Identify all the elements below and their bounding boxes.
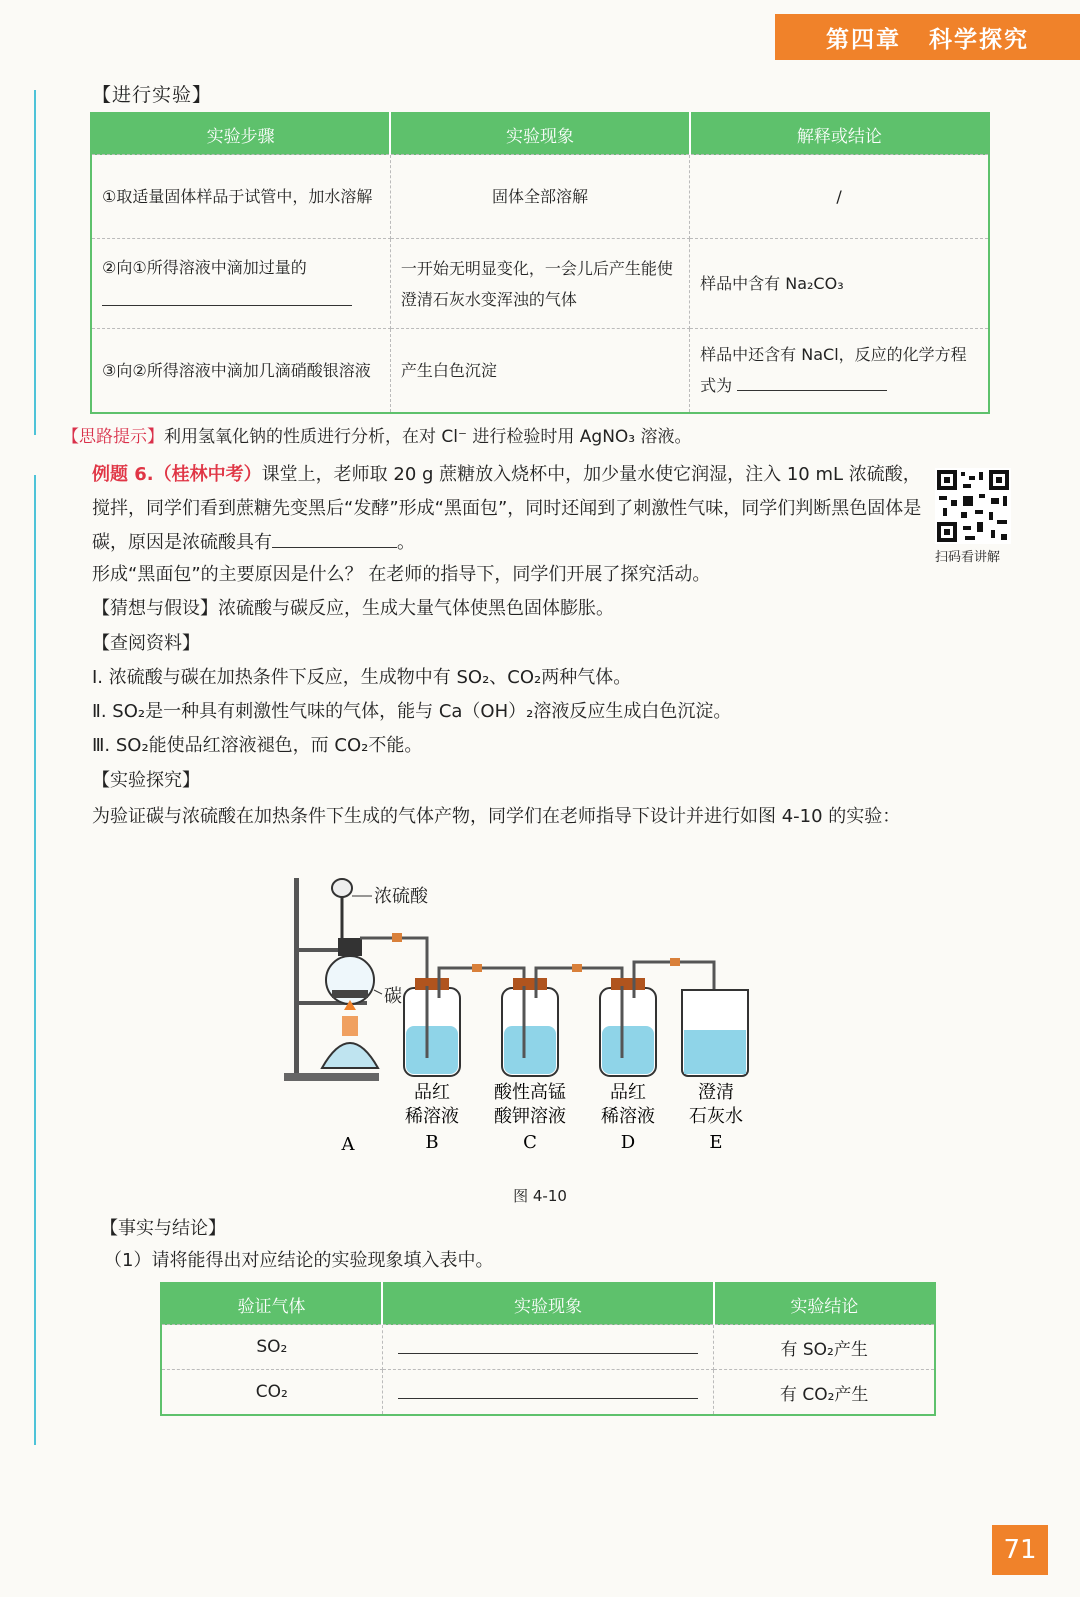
reference-item: Ⅱ. SO₂是一种具有刺激性气味的气体，能与 Ca（OH）₂溶液反应生成白色沉淀。 bbox=[92, 701, 732, 722]
example-end: 。 bbox=[397, 532, 415, 553]
cell-phenomenon: 产生白色沉淀 bbox=[390, 329, 689, 413]
alcohol-lamp bbox=[322, 1043, 378, 1068]
table-header: 实验现象 bbox=[390, 113, 689, 155]
label-b: B bbox=[425, 1132, 439, 1153]
results-table bbox=[160, 1282, 936, 1416]
cell-conclusion: 有 CO₂产生 bbox=[714, 1370, 935, 1416]
table-header: 实验结论 bbox=[714, 1283, 935, 1325]
label-e: E bbox=[709, 1132, 723, 1153]
example-text: 课堂上，老师取 20 g 蔗糖放入烧杯中，加少量水使它润湿，注入 10 mL 浓硫酸，搅拌，同学们看到蔗糖先变黑后“发酵”形成“黑面包”，同时还闻到了刺激性气味，同学们判断黑色固体是碳，原因是浓硫酸具有 bbox=[92, 464, 922, 553]
separatory-funnel bbox=[332, 879, 352, 897]
bottle-b-name: 品红 bbox=[414, 1082, 450, 1103]
beaker-e-name: 澄清 bbox=[698, 1082, 734, 1103]
cell-gas: SO₂ bbox=[161, 1325, 382, 1370]
carbon-label: 碳 bbox=[384, 986, 402, 1007]
conclusion-text: 样品中还含有 NaCl，反应的化学方程式为 bbox=[700, 345, 967, 396]
apparatus-figure bbox=[282, 868, 772, 1168]
hypothesis-text: 浓硫酸与碳反应，生成大量气体使黑色固体膨胀。 bbox=[218, 598, 614, 619]
label-a: A bbox=[341, 1134, 355, 1155]
hypothesis bbox=[92, 592, 1032, 626]
references-title: 【 查阅资料 】 bbox=[92, 627, 1032, 661]
cell-conclusion: 样品中含有 Na₂CO₃ bbox=[690, 239, 989, 329]
answer-blank[interactable] bbox=[737, 370, 887, 391]
page-number: 71 bbox=[992, 1525, 1048, 1575]
label-d: D bbox=[620, 1132, 636, 1153]
figure-caption: 图 4-10 bbox=[513, 1187, 567, 1205]
acid-label: 浓硫酸 bbox=[374, 886, 428, 907]
table-row bbox=[91, 155, 989, 239]
table-row bbox=[91, 329, 989, 413]
reference-item: Ⅰ. 浓硫酸与碳在加热条件下反应，生成物中有 SO₂、CO₂两种气体。 bbox=[92, 667, 632, 688]
answer-blank[interactable] bbox=[398, 1380, 698, 1399]
subject-label: 科学探究 bbox=[929, 26, 1029, 53]
hypothesis-title: 【 猜想与假设 】 bbox=[92, 598, 218, 619]
example-question: 形成“黑面包”的主要原因是什么？ 在老师的指导下，同学们开展了探究活动。 bbox=[92, 564, 711, 585]
hint bbox=[62, 422, 692, 447]
beaker-e-name2: 石灰水 bbox=[689, 1106, 743, 1127]
bottle-b-name2: 稀溶液 bbox=[405, 1106, 459, 1127]
facts-instruction: （1）请将能得出对应结论的实验现象填入表中。 bbox=[104, 1250, 494, 1271]
experiment-table bbox=[90, 112, 990, 414]
qr-code-icon[interactable] bbox=[935, 468, 1011, 544]
margin-line bbox=[34, 90, 36, 435]
step-text: ②向①所得溶液中滴加过量的 bbox=[102, 257, 307, 277]
cell-step: ③向②所得溶液中滴加几滴硝酸银溶液 bbox=[91, 329, 390, 413]
label-c: C bbox=[523, 1132, 537, 1153]
bottle-c-name: 酸性高锰 bbox=[494, 1082, 566, 1103]
experiment-title: 【 实验探究 】 bbox=[92, 764, 1032, 798]
experiment-text: 为验证碳与浓硫酸在加热条件下生成的气体产物，同学们在老师指导下设计并进行如图 4-10 的实验： bbox=[92, 806, 901, 827]
margin-line-2 bbox=[34, 475, 36, 1445]
table-row bbox=[161, 1325, 935, 1370]
cell-conclusion bbox=[690, 329, 989, 413]
iron-stand bbox=[294, 878, 299, 1078]
answer-blank[interactable] bbox=[398, 1335, 698, 1354]
cell-phenomenon: 固体全部溶解 bbox=[390, 155, 689, 239]
section-title-experiment: 【 进行实验 】 bbox=[92, 80, 212, 107]
facts-title: 【 事实与结论 】 bbox=[100, 1212, 1040, 1246]
example-intro bbox=[92, 458, 922, 560]
cell-conclusion: / bbox=[690, 155, 989, 239]
bottle-d bbox=[600, 978, 656, 1076]
bottle-d-name: 品红 bbox=[610, 1082, 646, 1103]
cell-phenomenon bbox=[382, 1325, 714, 1370]
example-label: 例题 6.（桂林中考） bbox=[92, 464, 262, 485]
answer-blank[interactable] bbox=[102, 283, 352, 306]
bottle-c bbox=[502, 978, 558, 1076]
hint-text: 利用氢氧化钠的性质进行分析，在对 Cl⁻ 进行检验时用 AgNO₃ 溶液。 bbox=[164, 427, 692, 447]
chapter-label: 第四章 bbox=[826, 26, 901, 53]
table-row bbox=[91, 239, 989, 329]
cell-step bbox=[91, 239, 390, 329]
bottle-c-name2: 酸钾溶液 bbox=[494, 1106, 566, 1127]
table-header: 实验现象 bbox=[382, 1283, 714, 1325]
cell-step: ①取适量固体样品于试管中，加水溶解 bbox=[91, 155, 390, 239]
reference-item: Ⅲ. SO₂能使品红溶液褪色，而 CO₂不能。 bbox=[92, 735, 423, 756]
cell-phenomenon: 一开始无明显变化，一会儿后产生能使澄清石灰水变浑浊的气体 bbox=[390, 239, 689, 329]
table-header: 验证气体 bbox=[161, 1283, 382, 1325]
table-header: 实验步骤 bbox=[91, 113, 390, 155]
bottle-d-name2: 稀溶液 bbox=[601, 1106, 655, 1127]
hint-tag: 【思路提示】 bbox=[62, 427, 164, 447]
qr-label: 扫码看讲解 bbox=[935, 550, 1001, 565]
table-row bbox=[161, 1370, 935, 1416]
cell-conclusion: 有 SO₂产生 bbox=[714, 1325, 935, 1370]
cell-phenomenon bbox=[382, 1370, 714, 1416]
bottle-b bbox=[404, 978, 460, 1076]
beaker-e bbox=[682, 990, 748, 1076]
answer-blank[interactable] bbox=[272, 527, 397, 548]
chapter-tab bbox=[775, 14, 1080, 60]
cell-gas: CO₂ bbox=[161, 1370, 382, 1416]
table-header: 解释或结论 bbox=[690, 113, 989, 155]
